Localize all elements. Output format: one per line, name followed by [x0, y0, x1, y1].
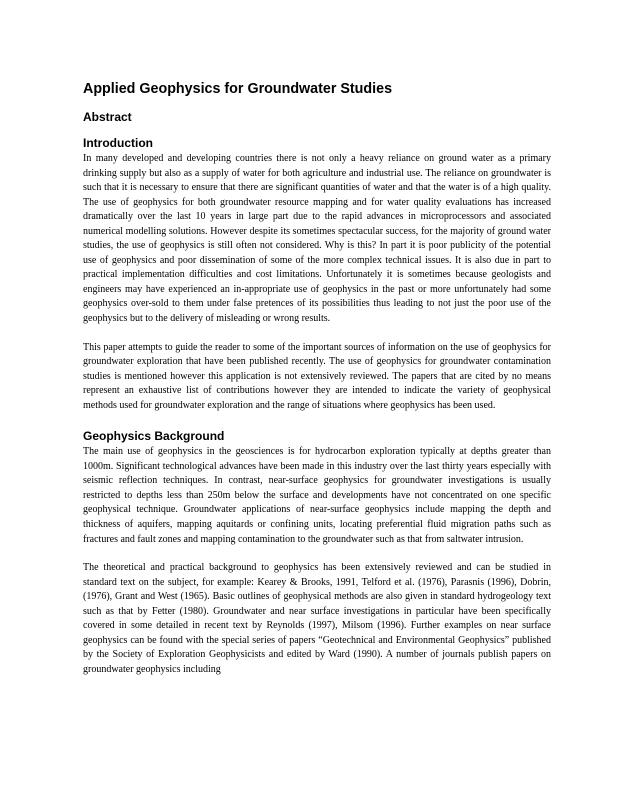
document-page [83, 80, 553, 692]
introduction-paragraph-2: This paper attempts to guide the reader to some of the important sources of information on the use of geophysics for groundwater exploration that have been published recently. The use of geophysics for groundwater contamination studies is mentioned however this application is not extensively reviewed. The papers that are cited by no means represent an exhaustive list of contributions however they are intended to indicate the variety of geophysical methods used for groundwater exploration and the range of situations where geophysics has been used. [83, 341, 551, 411]
background-paragraph-2: The theoretical and practical background to geophysics has been extensively reviewed and can be studied in standard text on the subject, for example: Kearey & Brooks, 1991, Telford et al. (1976), Parasnis (1996), Dobrin, (1976), Grant and West (1965). Basic outlines of geophysical methods are also given in standard hydrogeology text such as that by Fetter (1980). Groundwater and near surface investigations in particular have been specifically covered in some detailed in recent text by Reynolds (1997), Milsom (1996). Further examples on near surface geophysics can be found with the special series of papers “Geotechnical and Environmental Geophysics” published by the Society of Exploration Geophysicists and edited by Ward (1990). A number of journals publish papers on groundwater geophysics including [83, 562, 551, 675]
introduction-paragraph-1: In many developed and developing countries there is not only a heavy reliance on ground water as a primary drinking supply but also as a supply of water for both agriculture and industrial use. The reliance on groundwater is such that it is necessary to ensure that there are significant quantities of water and that the water is of a high quality. The use of geophysics for both groundwater resource mapping and for water quality evaluations has increased dramatically over the last 10 years in large part due to the rapid advances in microprocessors and associated numerical modelling solutions. However despite its sometimes spectacular success, for the majority of ground water studies, the use of geophysics is still often not considered. Why is this? In part it is poor publicity of the potential use of geophysics and poor dissemination of some of the more complex technical issues. It is also due in part to practical implementation difficulties and cost limitations. Unfortunately it is sometimes because geologists and engineers may have experienced an in-appropriate use of geophysics in the past or more unfortunately had some geophysics over-sold to them under false pretences of its possibilities thus leading to not just the poor use of the geophysics but to the delivery of misleading or wrong results. [83, 153, 551, 325]
background-paragraph-1: The main use of geophysics in the geosciences is for hydrocarbon exploration typically at depths greater than 1000m. Significant technological advances have been made in this industry over the last thirty years especially with seismic reflection techniques. In contrast, near-surface geophysics for groundwater investigations is usually restricted to depths less than 250m below the surface and developments have not concentrated on one specific geophysical technique. Groundwater applications of near-surface geophysics include mapping the depth and thickness of aquifers, mapping aquitards or confining units, locating preferential fluid migration paths such as fractures and fault zones and mapping contamination to the groundwater such as that from saltwater intrusion. [83, 446, 551, 545]
background-heading: Geophysics Background [83, 429, 225, 444]
introduction-heading: Introduction [83, 136, 153, 150]
document-title: Applied Geophysics for Groundwater Studies [83, 81, 393, 97]
abstract-heading: Abstract [83, 110, 132, 124]
